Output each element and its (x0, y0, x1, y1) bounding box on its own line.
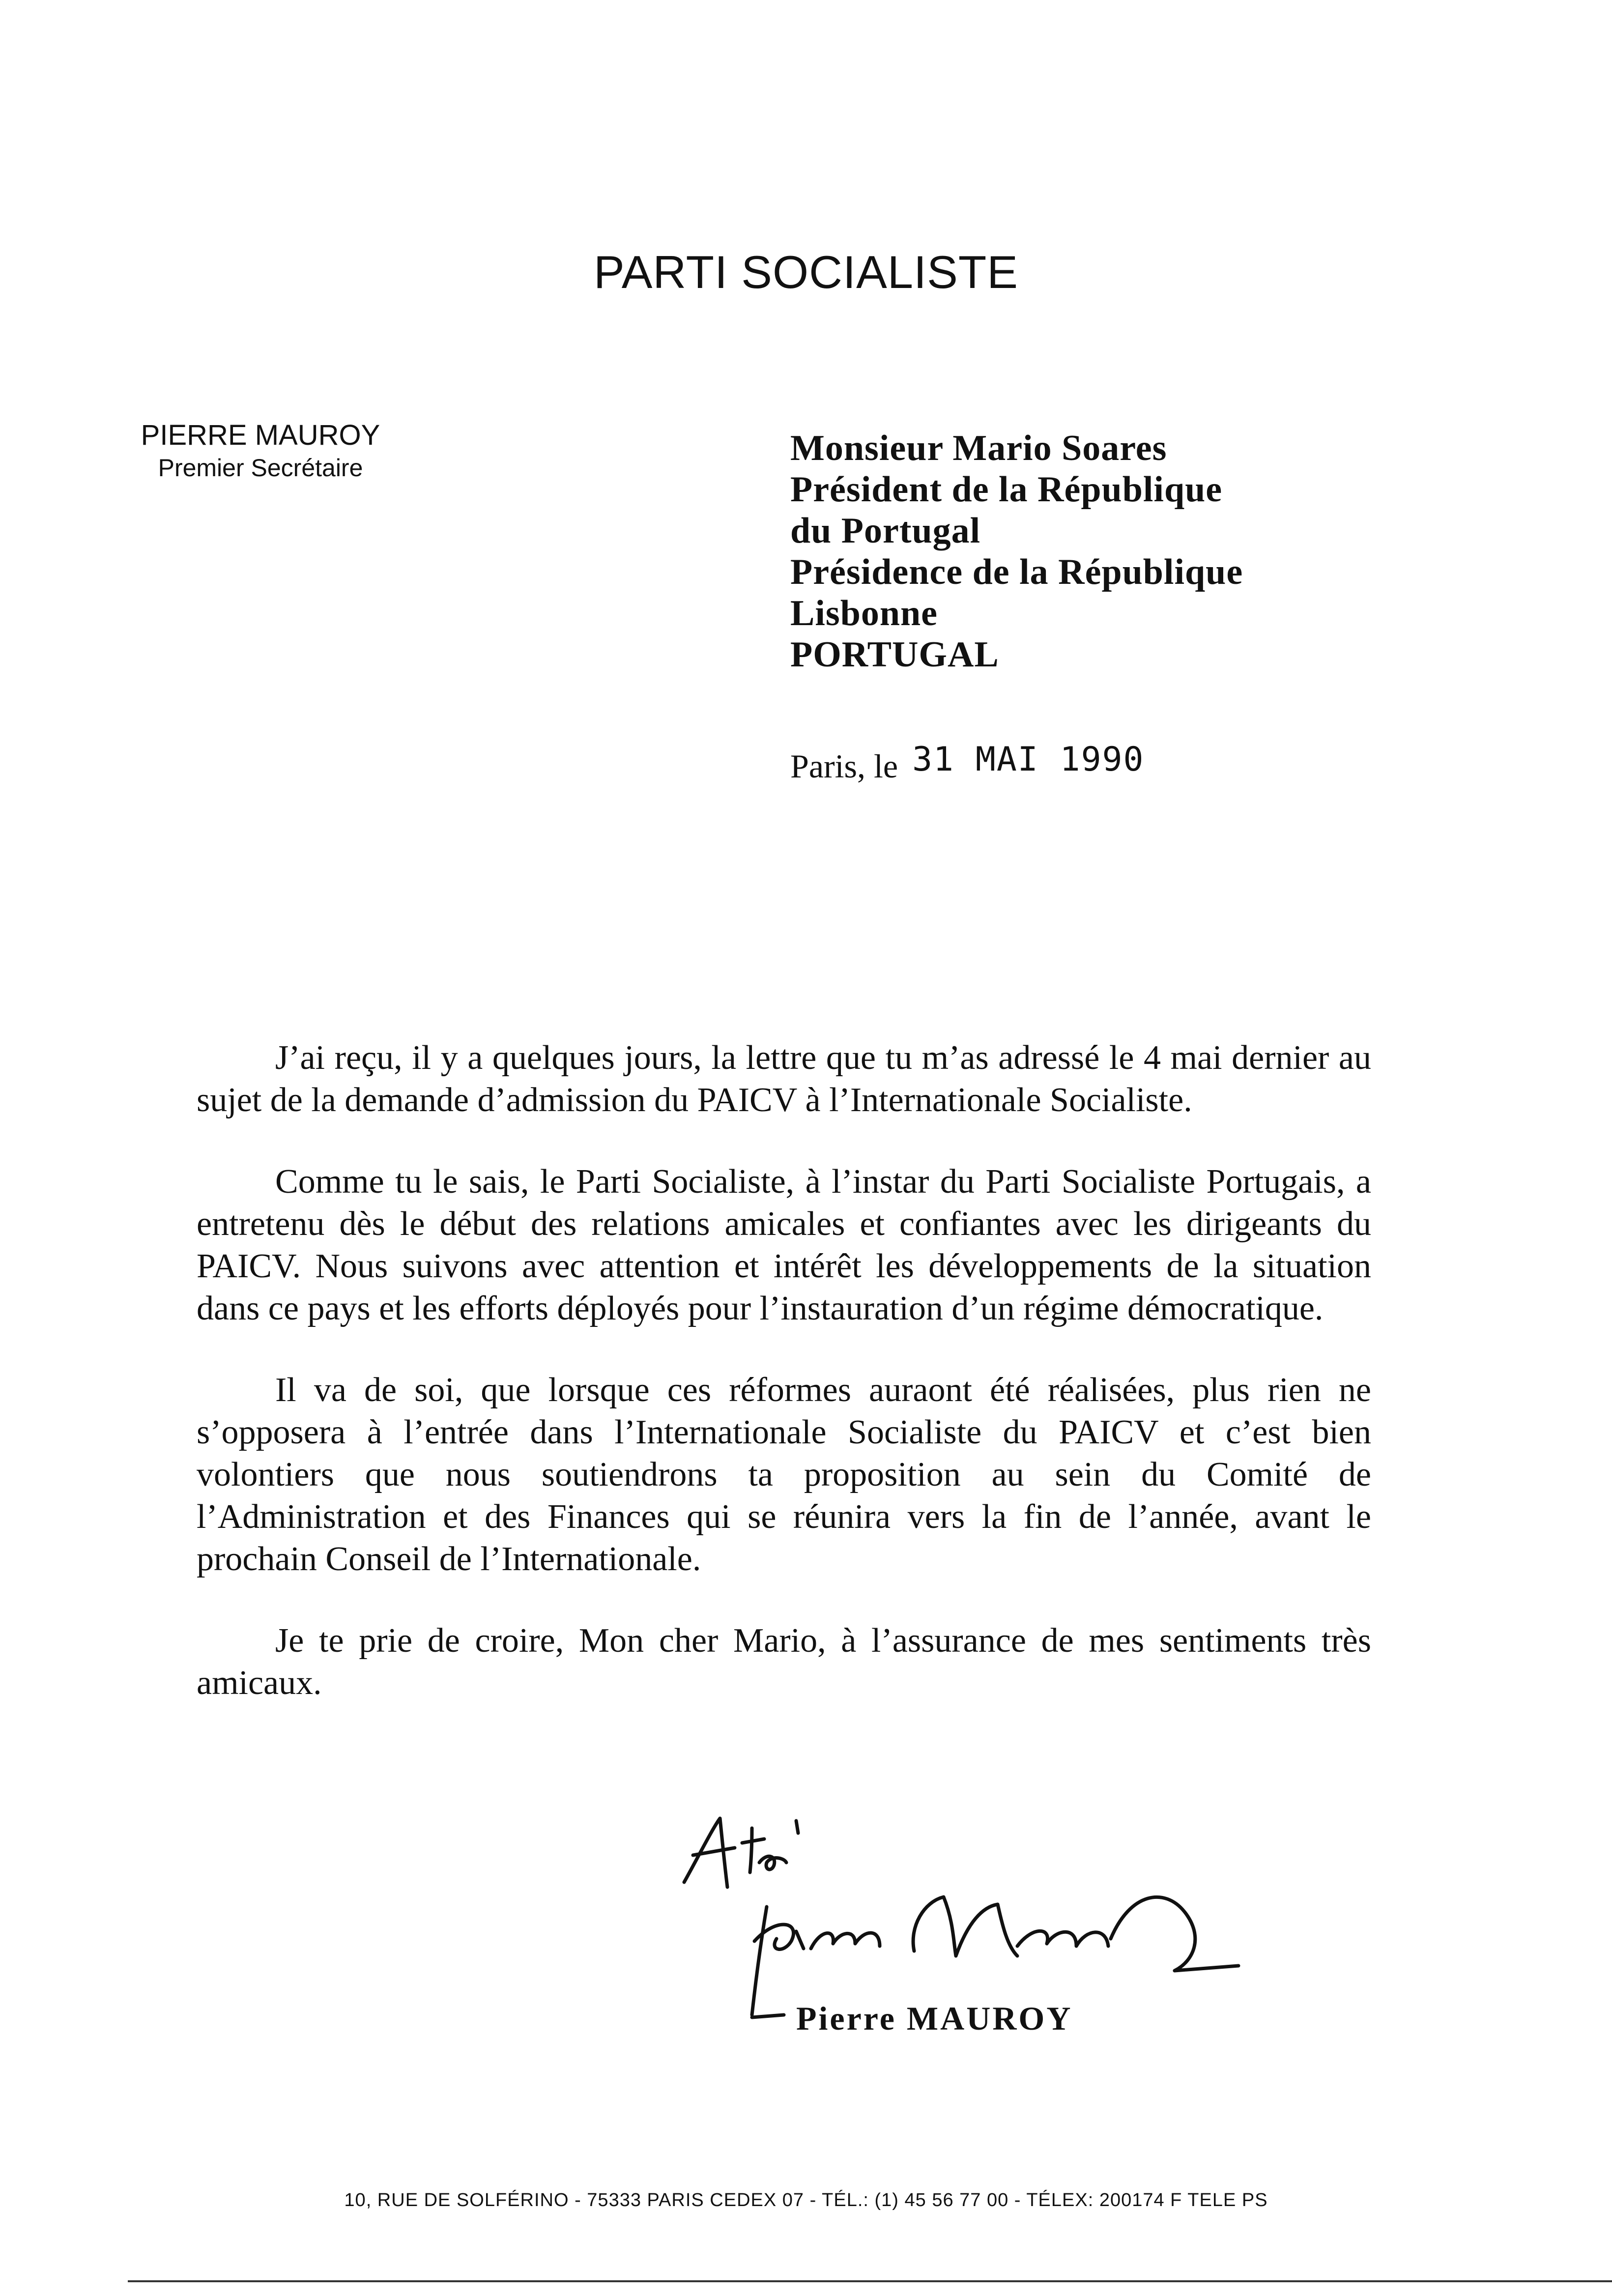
signature-stroke (1017, 1931, 1108, 1946)
sender-block (103, 418, 418, 483)
note-stroke (750, 1828, 752, 1872)
body-paragraph: J’ai reçu, il y a quelques jours, la lettre que tu m’as adressé le 4 mai dernier au sujet de la demande d’admission du PAICV à l’Internationale Socialiste. (197, 1039, 1371, 1119)
signature-stroke (913, 1897, 1017, 1956)
dateline (790, 740, 1145, 786)
signature-drawing (678, 1808, 1391, 2025)
recipient-line: Président de la République (790, 469, 1223, 510)
recipient-line: Présidence de la République (790, 552, 1243, 592)
note-stroke (742, 1839, 764, 1843)
bottom-rule (128, 2280, 1612, 2282)
organization-title: PARTI SOCIALISTE (594, 246, 1018, 298)
note-stroke (759, 1856, 786, 1869)
signature-stroke (1175, 1966, 1238, 1971)
signatory-name: Pierre MAUROY (796, 2000, 1073, 2037)
body-paragraph: Il va de soi, que lorsque ces réformes auraont été réalisées, plus rien ne s’opposera à l’entrée dans l’Internationale Socialiste du PAICV et c’est bien volontiers que nous soutiendrons ta proposition au sein du Comité de l’Administration et des Finances qui se réunira vers la fin de l’année, avant le prochain Conseil de l’Internationale. (197, 1371, 1371, 1578)
recipient-line: Monsieur Mario Soares (790, 428, 1167, 468)
note-stroke (796, 1821, 798, 1833)
sender-role: Premier Secrétaire (158, 454, 363, 482)
signature-stroke (1111, 1897, 1195, 1971)
sender-name: PIERRE MAUROY (141, 419, 380, 451)
signature-stroke (811, 1933, 880, 1949)
recipient-line: du Portugal (790, 511, 981, 551)
date-stamp: 31 MAI 1990 (912, 740, 1145, 779)
recipient-address (790, 428, 1243, 675)
signature-stroke (796, 1931, 804, 1949)
body-paragraph: Comme tu le sais, le Parti Socialiste, à l’instar du Parti Socialiste Portugais, a entretenu dès le début des relations amicales et confiantes avec les dirigeants du PAICV. Nous suivons avec attention et intérêt les développements de la situation dans ce pays et les efforts déployés pour l’instauration d’un régime démocratique. (197, 1163, 1371, 1327)
dateline-prefix: Paris, le (790, 747, 898, 785)
recipient-line: PORTUGAL (790, 634, 999, 675)
handwritten-signature (678, 1808, 1391, 2027)
letter-body (197, 1037, 1371, 1744)
signature-stroke (752, 2015, 784, 2017)
footer-address: 10, RUE DE SOLFÉRINO - 75333 PARIS CEDEX 07 - TÉL.: (1) 45 56 77 00 - TÉLEX: 200174 F TELE PS (344, 2190, 1268, 2210)
recipient-line: Lisbonne (790, 593, 938, 633)
body-paragraph: Je te prie de croire, Mon cher Mario, à l’assurance de mes sentiments très amicaux. (197, 1622, 1371, 1702)
signature-stroke (752, 1907, 767, 2015)
